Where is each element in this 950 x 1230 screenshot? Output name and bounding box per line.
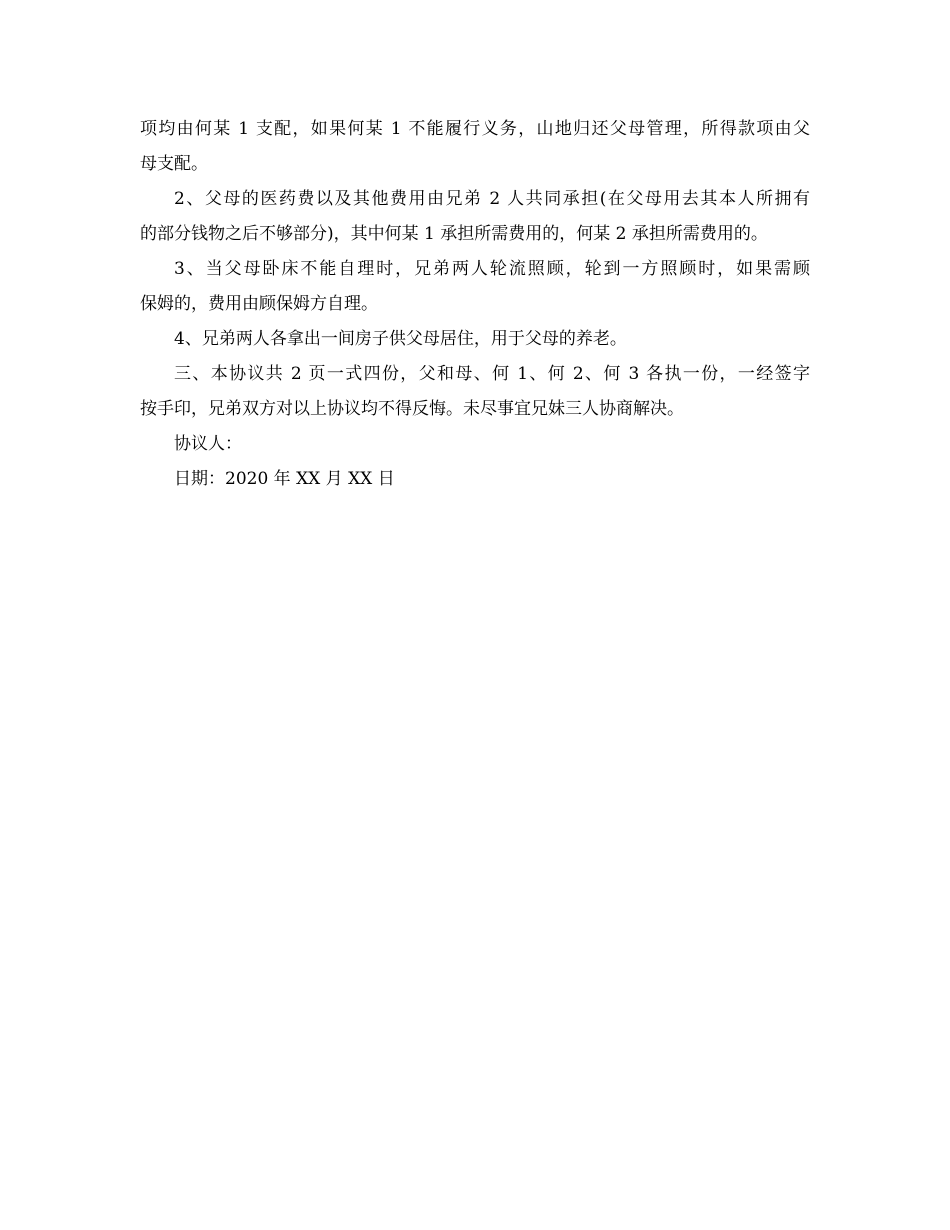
paragraph-item-3 <box>140 252 810 322</box>
paragraph-section-3 <box>140 357 810 427</box>
text-line: 母支配。 <box>140 154 208 174</box>
text-line: 4、兄弟两人各拿出一间房子供父母居住，用于父母的养老。 <box>174 329 627 349</box>
text-line: 三、本协议共 2 页一式四份，父和母、何 1、何 2、何 3 各执一份，一经签字 <box>174 364 810 384</box>
text-line: 按手印，兄弟双方对以上协议均不得反悔。未尽事宜兄妹三人协商解决。 <box>140 399 684 419</box>
text-line: 保姆的，费用由顾保姆方自理。 <box>140 294 378 314</box>
signatory-label <box>140 427 810 462</box>
document-page <box>140 112 810 497</box>
text-line: 项均由何某 1 支配，如果何某 1 不能履行义务，山地归还父母管理，所得款项由父 <box>140 119 810 139</box>
text-line: 3、当父母卧床不能自理时，兄弟两人轮流照顾，轮到一方照顾时，如果需顾 <box>174 259 810 279</box>
paragraph-item-4 <box>140 322 810 357</box>
date-line <box>140 462 810 497</box>
text-line: 日期：2020 年 XX 月 XX 日 <box>174 469 395 489</box>
paragraph-item-2 <box>140 182 810 252</box>
text-line: 的部分钱物之后不够部分)，其中何某 1 承担所需费用的，何某 2 承担所需费用的。 <box>140 224 768 244</box>
paragraph-continuation <box>140 112 810 182</box>
text-line: 2、父母的医药费以及其他费用由兄弟 2 人共同承担(在父母用去其本人所拥有 <box>174 189 810 209</box>
text-line: 协议人： <box>174 434 242 454</box>
